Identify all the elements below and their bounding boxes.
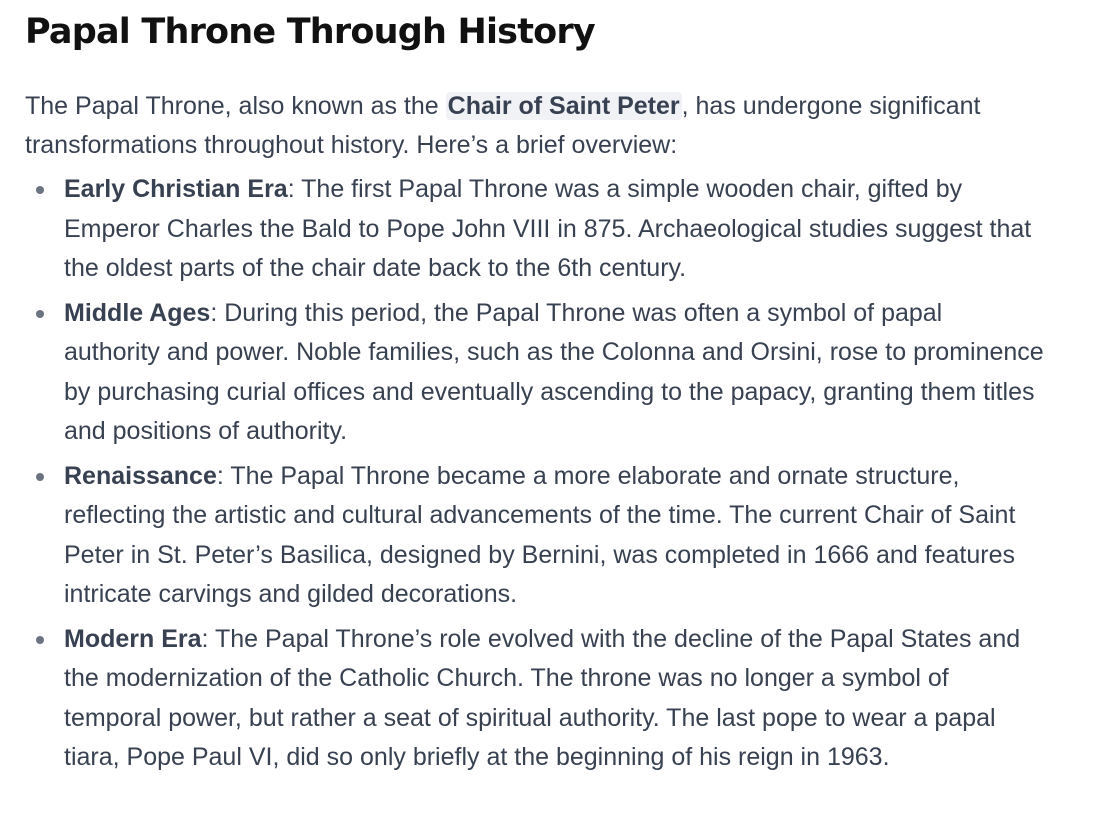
era-description: : The Papal Throne became a more elaborate and ornate structure, reflecting the artistic and cultural advancements of the time. The current Chair of Saint Peter in St. Peter’s Basilica, designed by Bernini, was completed in 1666 and features intricate carvings and gilded decorations.	[64, 461, 1016, 608]
era-description: : The first Papal Throne was a simple wooden chair, gifted by Emperor Charles the Bald to Pope John VIII in 875. Archaeological studies suggest that the oldest parts of the chair date back to the 6th century.	[64, 175, 1032, 282]
page-title: Papal Throne Through History	[25, 12, 595, 52]
era-description: : During this period, the Papal Throne was often a symbol of papal authority and power. Noble families, such as the Colonna and Orsini, rose to prominence by purchasing curial offices and eventually ascending to the papacy, granting them titles and positions of authority.	[64, 298, 1044, 445]
intro-text-before: The Papal Throne, also known as the	[25, 92, 446, 120]
bullet-icon	[36, 473, 44, 481]
list-item-middle-ages	[25, 294, 1045, 452]
list-item-modern-era	[25, 620, 1045, 778]
era-name: Modern Era	[64, 624, 202, 653]
list-item-renaissance	[25, 457, 1045, 615]
bullet-icon	[36, 636, 44, 644]
era-description: : The Papal Throne’s role evolved with the decline of the Papal States and the modernization of the Catholic Church. The throne was no longer a symbol of temporal power, but rather a seat of spiritual authority. The last pope to wear a papal tiara, Pope Paul VI, did so only briefly at the beginning of his reign in 1963.	[64, 624, 1021, 771]
intro-text-after: , has undergone significant transformations throughout history. Here’s a brief overview:	[25, 92, 981, 159]
era-name: Middle Ages	[64, 298, 211, 327]
bullet-icon	[36, 186, 44, 194]
era-name: Renaissance	[64, 461, 217, 490]
highlighted-term: Chair of Saint Peter	[447, 92, 680, 120]
intro-paragraph	[25, 87, 1065, 164]
list-item-early-christian-era	[25, 170, 1045, 289]
era-name: Early Christian Era	[64, 175, 288, 203]
bullet-icon	[36, 310, 44, 318]
era-list	[25, 170, 1045, 778]
